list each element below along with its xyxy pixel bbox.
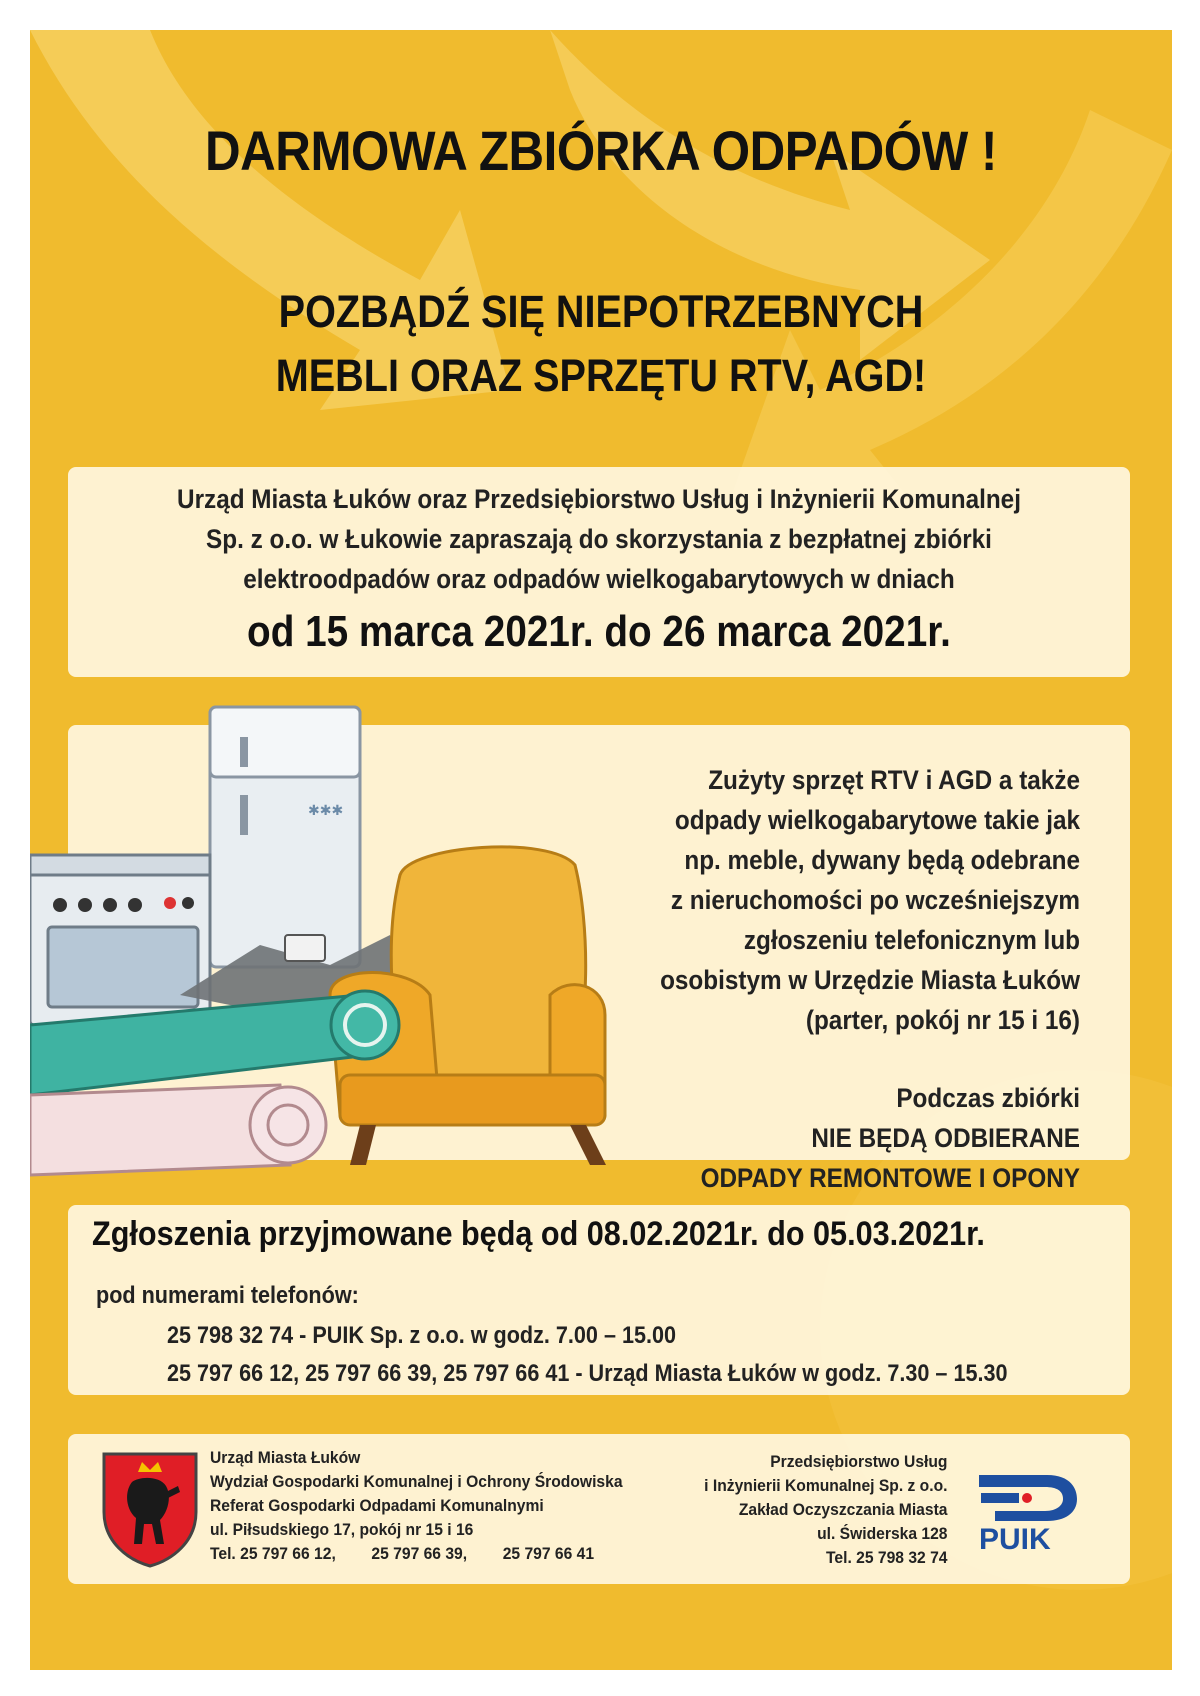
footer-right-line: Tel. 25 798 32 74	[825, 1548, 947, 1567]
subtitle-line: POZBĄDŹ SIĘ NIEPOTRZEBNYCH	[278, 286, 924, 337]
footer-left-line: Wydział Gospodarki Komunalnej i Ochrony Środowiska	[210, 1472, 623, 1491]
intro-panel	[68, 467, 1130, 677]
intro-text	[121, 479, 1077, 599]
footer-right-line: i Inżynierii Komunalnej Sp. z o.o.	[703, 1476, 947, 1495]
footer-right-line: Zakład Oczyszczania Miasta	[738, 1500, 947, 1519]
stove-icon	[30, 855, 210, 1025]
footer-phone: 25 797 66 41	[502, 1544, 595, 1563]
intro-line: Urząd Miasta Łuków oraz Przedsiębiorstwo Usług i Inżynierii Komunalnej	[177, 484, 1021, 514]
footer-left-line: Referat Gospodarki Odpadami Komunalnymi	[210, 1496, 544, 1515]
intro-line: elektroodpadów oraz odpadów wielkogabarytowych w dniach	[243, 564, 955, 594]
city-coat-of-arms-icon	[102, 1452, 198, 1568]
info-line: z nieruchomości po wcześniejszym	[670, 885, 1080, 915]
info-line: np. meble, dywany będą odebrane	[684, 845, 1080, 875]
info-line: odpady wielkogabarytowe takie jak	[674, 805, 1080, 835]
poster	[30, 30, 1172, 1670]
footer-left-phones	[210, 1542, 625, 1566]
footer-phone: 25 797 66 39,	[371, 1544, 468, 1563]
footer-right-line: ul. Świderska 128	[816, 1524, 947, 1543]
footer-left-line: Urząd Miasta Łuków	[210, 1448, 361, 1467]
collection-date-range: od 15 marca 2021r. do 26 marca 2021r.	[247, 607, 951, 656]
fridge-icon	[210, 707, 360, 967]
city-hall-details	[210, 1446, 625, 1566]
info-line: zgłoszeniu telefonicznym lub	[743, 925, 1080, 955]
footer-right-line: Przedsiębiorstwo Usług	[769, 1452, 947, 1471]
bulky-waste-illustration	[30, 695, 680, 1195]
info-line: osobistym w Urzędzie Miasta Łuków	[660, 965, 1080, 995]
intro-line: Sp. z o.o. w Łukowie zapraszają do skorzystania z bezpłatnej zbiórki	[206, 524, 992, 554]
registration-period: Zgłoszenia przyjmowane będą od 08.02.2021r. do 05.03.2021r.	[92, 1215, 985, 1253]
warning-line: ODPADY REMONTOWE I OPONY	[700, 1163, 1080, 1193]
phone-line-puik: 25 798 32 74 - PUIK Sp. z o.o. w godz. 7.00 – 15.00	[167, 1322, 677, 1349]
subtitle-line: MEBLI ORAZ SPRZĘTU RTV, AGD!	[275, 350, 927, 401]
info-line: (parter, pokój nr 15 i 16)	[805, 1005, 1080, 1035]
poster-subtitle	[99, 280, 1104, 408]
footer-left-line: ul. Piłsudskiego 17, pokój nr 15 i 16	[210, 1520, 474, 1539]
puik-details	[704, 1450, 947, 1570]
warning-line: NIE BĘDĄ ODBIERANE	[811, 1123, 1080, 1153]
warning-line: Podczas zbiórki	[896, 1083, 1080, 1113]
phone-line-city-hall: 25 797 66 12, 25 797 66 39, 25 797 66 41 - Urząd Miasta Łuków w godz. 7.30 – 15.30	[167, 1360, 1008, 1387]
info-line: Zużyty sprzęt RTV i AGD a także	[708, 765, 1080, 795]
info-text	[612, 760, 1080, 1198]
phone-numbers-label: pod numerami telefonów:	[96, 1282, 359, 1309]
footer-phone: Tel. 25 797 66 12,	[210, 1544, 336, 1563]
puik-logo-text: PUIK	[979, 1523, 1051, 1551]
svg-text:✱✱✱: ✱✱✱	[308, 803, 344, 819]
puik-logo-icon	[973, 1471, 1083, 1551]
poster-title: DARMOWA ZBIÓRKA ODPADÓW !	[204, 119, 997, 182]
